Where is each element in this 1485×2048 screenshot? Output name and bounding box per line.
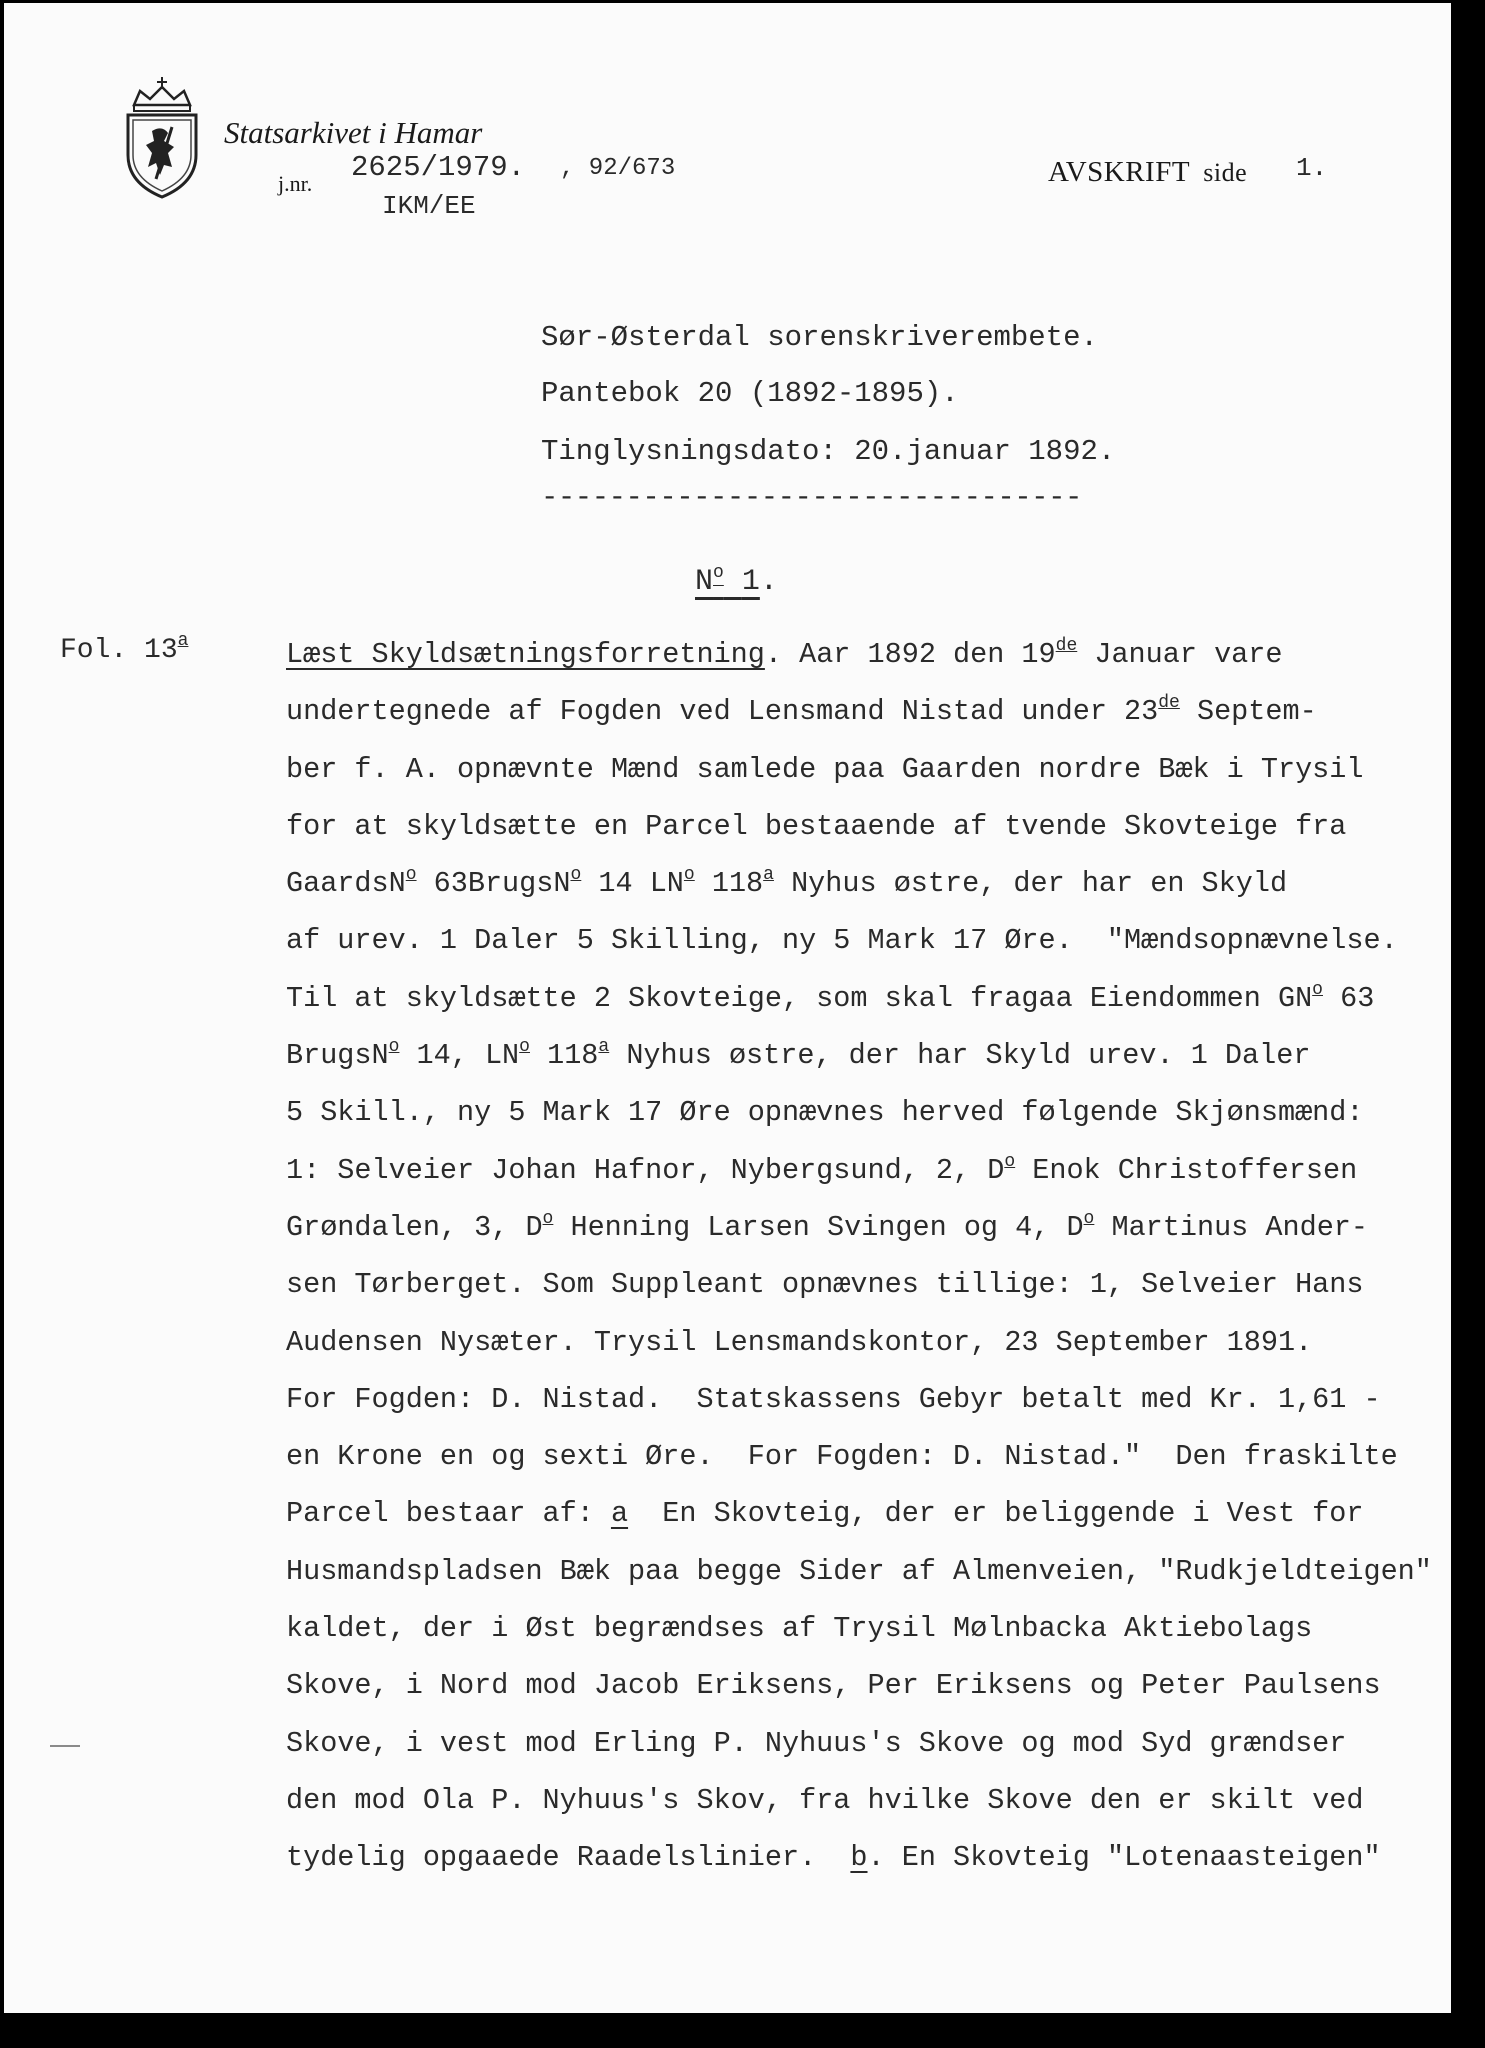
item-marker: b — [850, 1841, 868, 1875]
body-line: Audensen Nysæter. Trysil Lensmandskontor, 23 September 1891. — [286, 1325, 1313, 1359]
text-run: Henning Larsen Svingen og 4, D — [553, 1210, 1084, 1244]
text-run: 1: Selveier Johan Hafnor, Nybergsund, 2, D — [286, 1153, 1005, 1187]
body-line — [286, 683, 1446, 740]
text-run: 14 LN — [581, 867, 684, 901]
journal-number-extra: , 92/673 — [560, 155, 676, 182]
document-number-label — [695, 565, 760, 599]
text-run: GaardsN — [286, 867, 406, 901]
norwegian-coat-of-arms-icon — [122, 75, 202, 201]
body-line: Skove, i vest mod Erling P. Nyhuus's Skove og mod Syd grændser — [286, 1726, 1347, 1760]
text-run: tydelig opgaaede Raadelslinier. — [286, 1841, 851, 1875]
item-marker: a — [610, 1497, 629, 1531]
body-line — [286, 1027, 1446, 1084]
body-line: af urev. 1 Daler 5 Skilling, ny 5 Mark 17 Øre. "Mændsopnævnelse. — [286, 924, 1398, 958]
superscript: o — [1312, 979, 1323, 1000]
body-line: kaldet, der i Øst begrændses af Trysil Mølnbacka Aktiebolags — [286, 1612, 1313, 1646]
office-heading: Sør-Østerdal sorenskriverembete. — [541, 321, 1098, 354]
body-line — [286, 1199, 1446, 1256]
body-line — [286, 1829, 1446, 1886]
page-number: 1. — [1296, 153, 1328, 183]
body-line: 5 Skill., ny 5 Mark 17 Øre opnævnes herved følgende Skjønsmænd: — [286, 1096, 1364, 1130]
text-run: Til at skyldsætte 2 Skovteige, som skal fragaa Eiendommen GN — [286, 981, 1313, 1015]
document-number — [695, 565, 778, 599]
folio-reference — [60, 631, 189, 666]
archive-name: Statsarkivet i Hamar — [224, 115, 483, 150]
superscript: o — [519, 1037, 530, 1058]
body-line: for at skyldsætte en Parcel bestaaende af tvende Skovteige fra — [286, 809, 1347, 843]
superscript: o — [1083, 1208, 1095, 1229]
registration-date-heading: Tinglysningsdato: 20.januar 1892. — [541, 435, 1116, 468]
superscript: o — [542, 1208, 554, 1229]
text-run: 118 — [529, 1039, 599, 1073]
body-line — [286, 1142, 1446, 1199]
journal-number-value: 2625/1979. — [351, 151, 526, 184]
superscript: a — [598, 1037, 610, 1058]
margin-mark — [50, 1745, 80, 1747]
document-page — [4, 3, 1451, 2013]
document-body — [286, 626, 1446, 1887]
body-line: Husmandspladsen Bæk paa begge Sider af Almenveien, "Rudkjeldteigen" — [286, 1554, 1432, 1588]
body-line: ber f. A. opnævnte Mænd samlede paa Gaarden nordre Bæk i Trysil — [286, 752, 1364, 786]
document-title: Læst Skyldsætningsforretning — [286, 638, 765, 671]
folio-superscript: a — [177, 631, 189, 651]
book-heading: Pantebok 20 (1892-1895). — [541, 377, 959, 410]
text-run: . En Skovteig "Lotenaasteigen" — [867, 1841, 1381, 1875]
text-run: Enok Christoffersen — [1015, 1153, 1358, 1187]
superscript: a — [763, 865, 774, 886]
superscript: o — [405, 865, 417, 886]
heading-separator: -------------------------------- — [541, 481, 1082, 514]
body-line — [286, 970, 1446, 1027]
body-line — [286, 855, 1446, 912]
text-run: Septem- — [1179, 695, 1317, 729]
superscript: o — [1004, 1151, 1016, 1172]
body-line: Skove, i Nord mod Jacob Eriksens, Per Eriksens og Peter Paulsens — [286, 1669, 1381, 1703]
superscript: o — [683, 865, 695, 886]
text-run: Martinus Ander- — [1094, 1210, 1369, 1244]
avskrift-text: AVSKRIFT — [1048, 156, 1190, 188]
journal-number-label: j.nr. — [278, 171, 313, 196]
text-run: Nyhus østre, der har Skyld urev. 1 Daler — [609, 1039, 1311, 1073]
text-run: Grøndalen, 3, D — [286, 1210, 543, 1244]
text-run: 118 — [694, 867, 764, 901]
superscript: de — [1158, 693, 1180, 714]
number-period: . — [759, 565, 778, 599]
body-line — [286, 626, 1446, 683]
text-run: 14, LN — [399, 1039, 520, 1073]
text-run: Nyhus østre, der har en Skyld — [773, 867, 1288, 901]
body-line: den mod Ola P. Nyhuus's Skov, fra hvilke Skove den er skilt ved — [286, 1783, 1364, 1817]
text-run: . Aar 1892 den 19 — [764, 638, 1056, 671]
text-run: 63BrugsN — [416, 867, 571, 901]
case-initials: IKM/EE — [382, 191, 476, 221]
body-line: sen Tørberget. Som Suppleant opnævnes tillige: 1, Selveier Hans — [286, 1268, 1364, 1302]
text-run: undertegnede af Fogden ved Lensmand Nistad under 23 — [286, 695, 1159, 729]
number-prefix: N — [695, 565, 714, 599]
superscript: o — [570, 865, 582, 886]
body-line — [286, 1485, 1446, 1542]
text-run: Parcel bestaar af: — [286, 1497, 611, 1531]
transcript-label — [1048, 156, 1247, 189]
text-run: En Skovteig, der er beliggende i Vest for — [628, 1497, 1364, 1531]
number-value: 1 — [741, 565, 760, 599]
body-line: en Krone en og sexti Øre. For Fogden: D. Nistad." Den fraskilte — [286, 1440, 1398, 1474]
number-superscript: o — [713, 563, 724, 583]
text-run: Januar vare — [1077, 638, 1283, 671]
superscript: de — [1055, 636, 1078, 656]
side-text: side — [1203, 158, 1248, 187]
body-line: For Fogden: D. Nistad. Statskassens Gebyr betalt med Kr. 1,61 - — [286, 1382, 1381, 1416]
text-run: 63 — [1322, 981, 1375, 1015]
superscript: o — [388, 1037, 400, 1058]
folio-label: Fol. 13 — [60, 635, 178, 666]
text-run: BrugsN — [286, 1039, 389, 1073]
